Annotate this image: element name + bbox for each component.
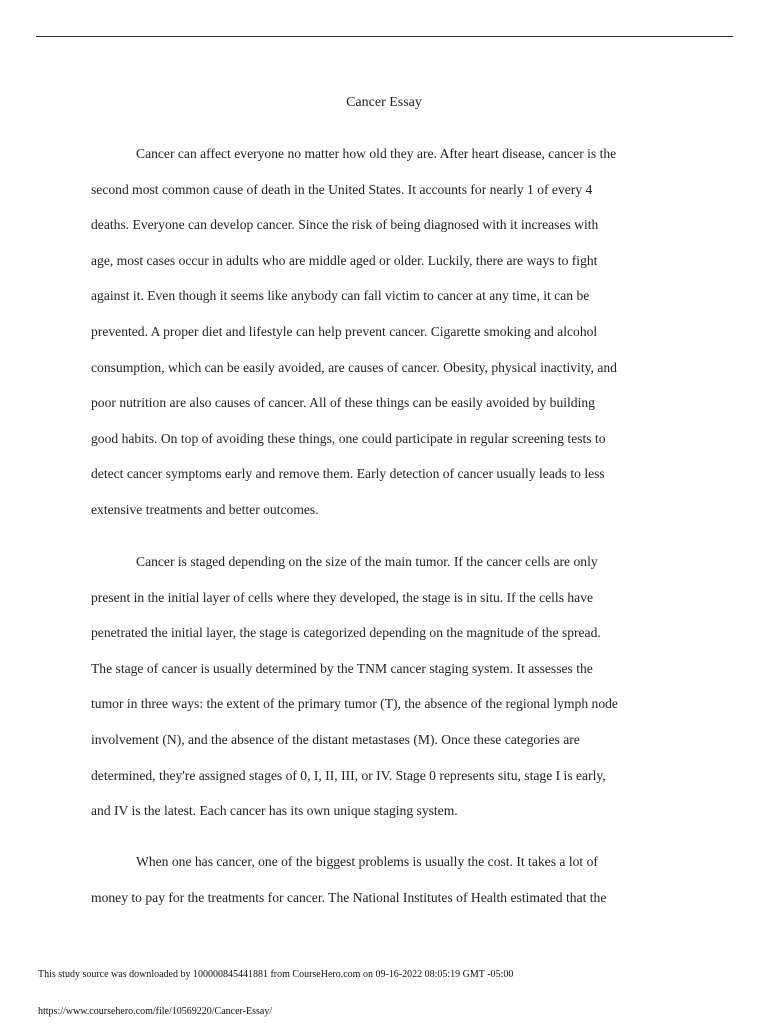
paragraph-3 xyxy=(91,844,691,915)
paragraph-line: good habits. On top of avoiding these things, one could participate in regular screening tests to xyxy=(91,430,606,446)
paragraph-line: prevented. A proper diet and lifestyle can help prevent cancer. Cigarette smoking and alcohol xyxy=(91,323,598,339)
source-url: https://www.coursehero.com/file/10569220/Cancer-Essay/ xyxy=(38,1006,273,1017)
paragraph-line: When one has cancer, one of the biggest problems is usually the cost. It takes a lot of xyxy=(136,854,598,869)
paragraph-line: and IV is the latest. Each cancer has its own unique staging system. xyxy=(91,803,458,819)
paragraph-line: deaths. Everyone can develop cancer. Since the risk of being diagnosed with it increases with xyxy=(91,217,599,233)
paragraph-line: poor nutrition are also causes of cancer. All of these things can be easily avoided by building xyxy=(91,395,595,411)
paragraph-line: second most common cause of death in the United States. It accounts for nearly 1 of every 4 xyxy=(91,181,593,197)
paragraph-line: consumption, which can be easily avoided, are causes of cancer. Obesity, physical inactivity, and xyxy=(91,359,617,375)
header-divider xyxy=(36,36,733,37)
paragraph-line: tumor in three ways: the extent of the primary tumor (T), the absence of the regional lymph node xyxy=(91,696,618,712)
paragraph-line: penetrated the initial layer, the stage is categorized depending on the magnitude of the spread. xyxy=(91,625,601,641)
document-title: Cancer Essay xyxy=(346,95,422,110)
paragraph-line: against it. Even though it seems like anybody can fall victim to cancer at any time, it can be xyxy=(91,288,590,304)
paragraph-line: The stage of cancer is usually determined by the TNM cancer staging system. It assesses the xyxy=(91,660,593,676)
paragraph-line: detect cancer symptoms early and remove them. Early detection of cancer usually leads to less xyxy=(91,466,605,482)
paragraph-line: money to pay for the treatments for cancer. The National Institutes of Health estimated that the xyxy=(91,889,607,905)
paragraph-line: involvement (N), and the absence of the distant metastases (M). Once these categories are xyxy=(91,731,580,747)
paragraph-1 xyxy=(91,136,691,528)
paragraph-line: age, most cases occur in adults who are middle aged or older. Luckily, there are ways to fight xyxy=(91,252,598,268)
paragraph-2 xyxy=(91,544,691,829)
download-source-notice: This study source was downloaded by 100000845441881 from CourseHero.com on 09-16-2022 08:05:19 GMT -05:00 xyxy=(38,969,514,980)
paragraph-line: Cancer can affect everyone no matter how old they are. After heart disease, cancer is the xyxy=(136,146,617,161)
paragraph-line: present in the initial layer of cells where they developed, the stage is in situ. If the cells have xyxy=(91,589,594,605)
paragraph-line: determined, they're assigned stages of 0, I, II, III, or IV. Stage 0 represents situ, stage I is early, xyxy=(91,767,606,783)
paragraph-line: Cancer is staged depending on the size of the main tumor. If the cancer cells are only xyxy=(136,554,598,569)
paragraph-line: extensive treatments and better outcomes. xyxy=(91,501,319,517)
